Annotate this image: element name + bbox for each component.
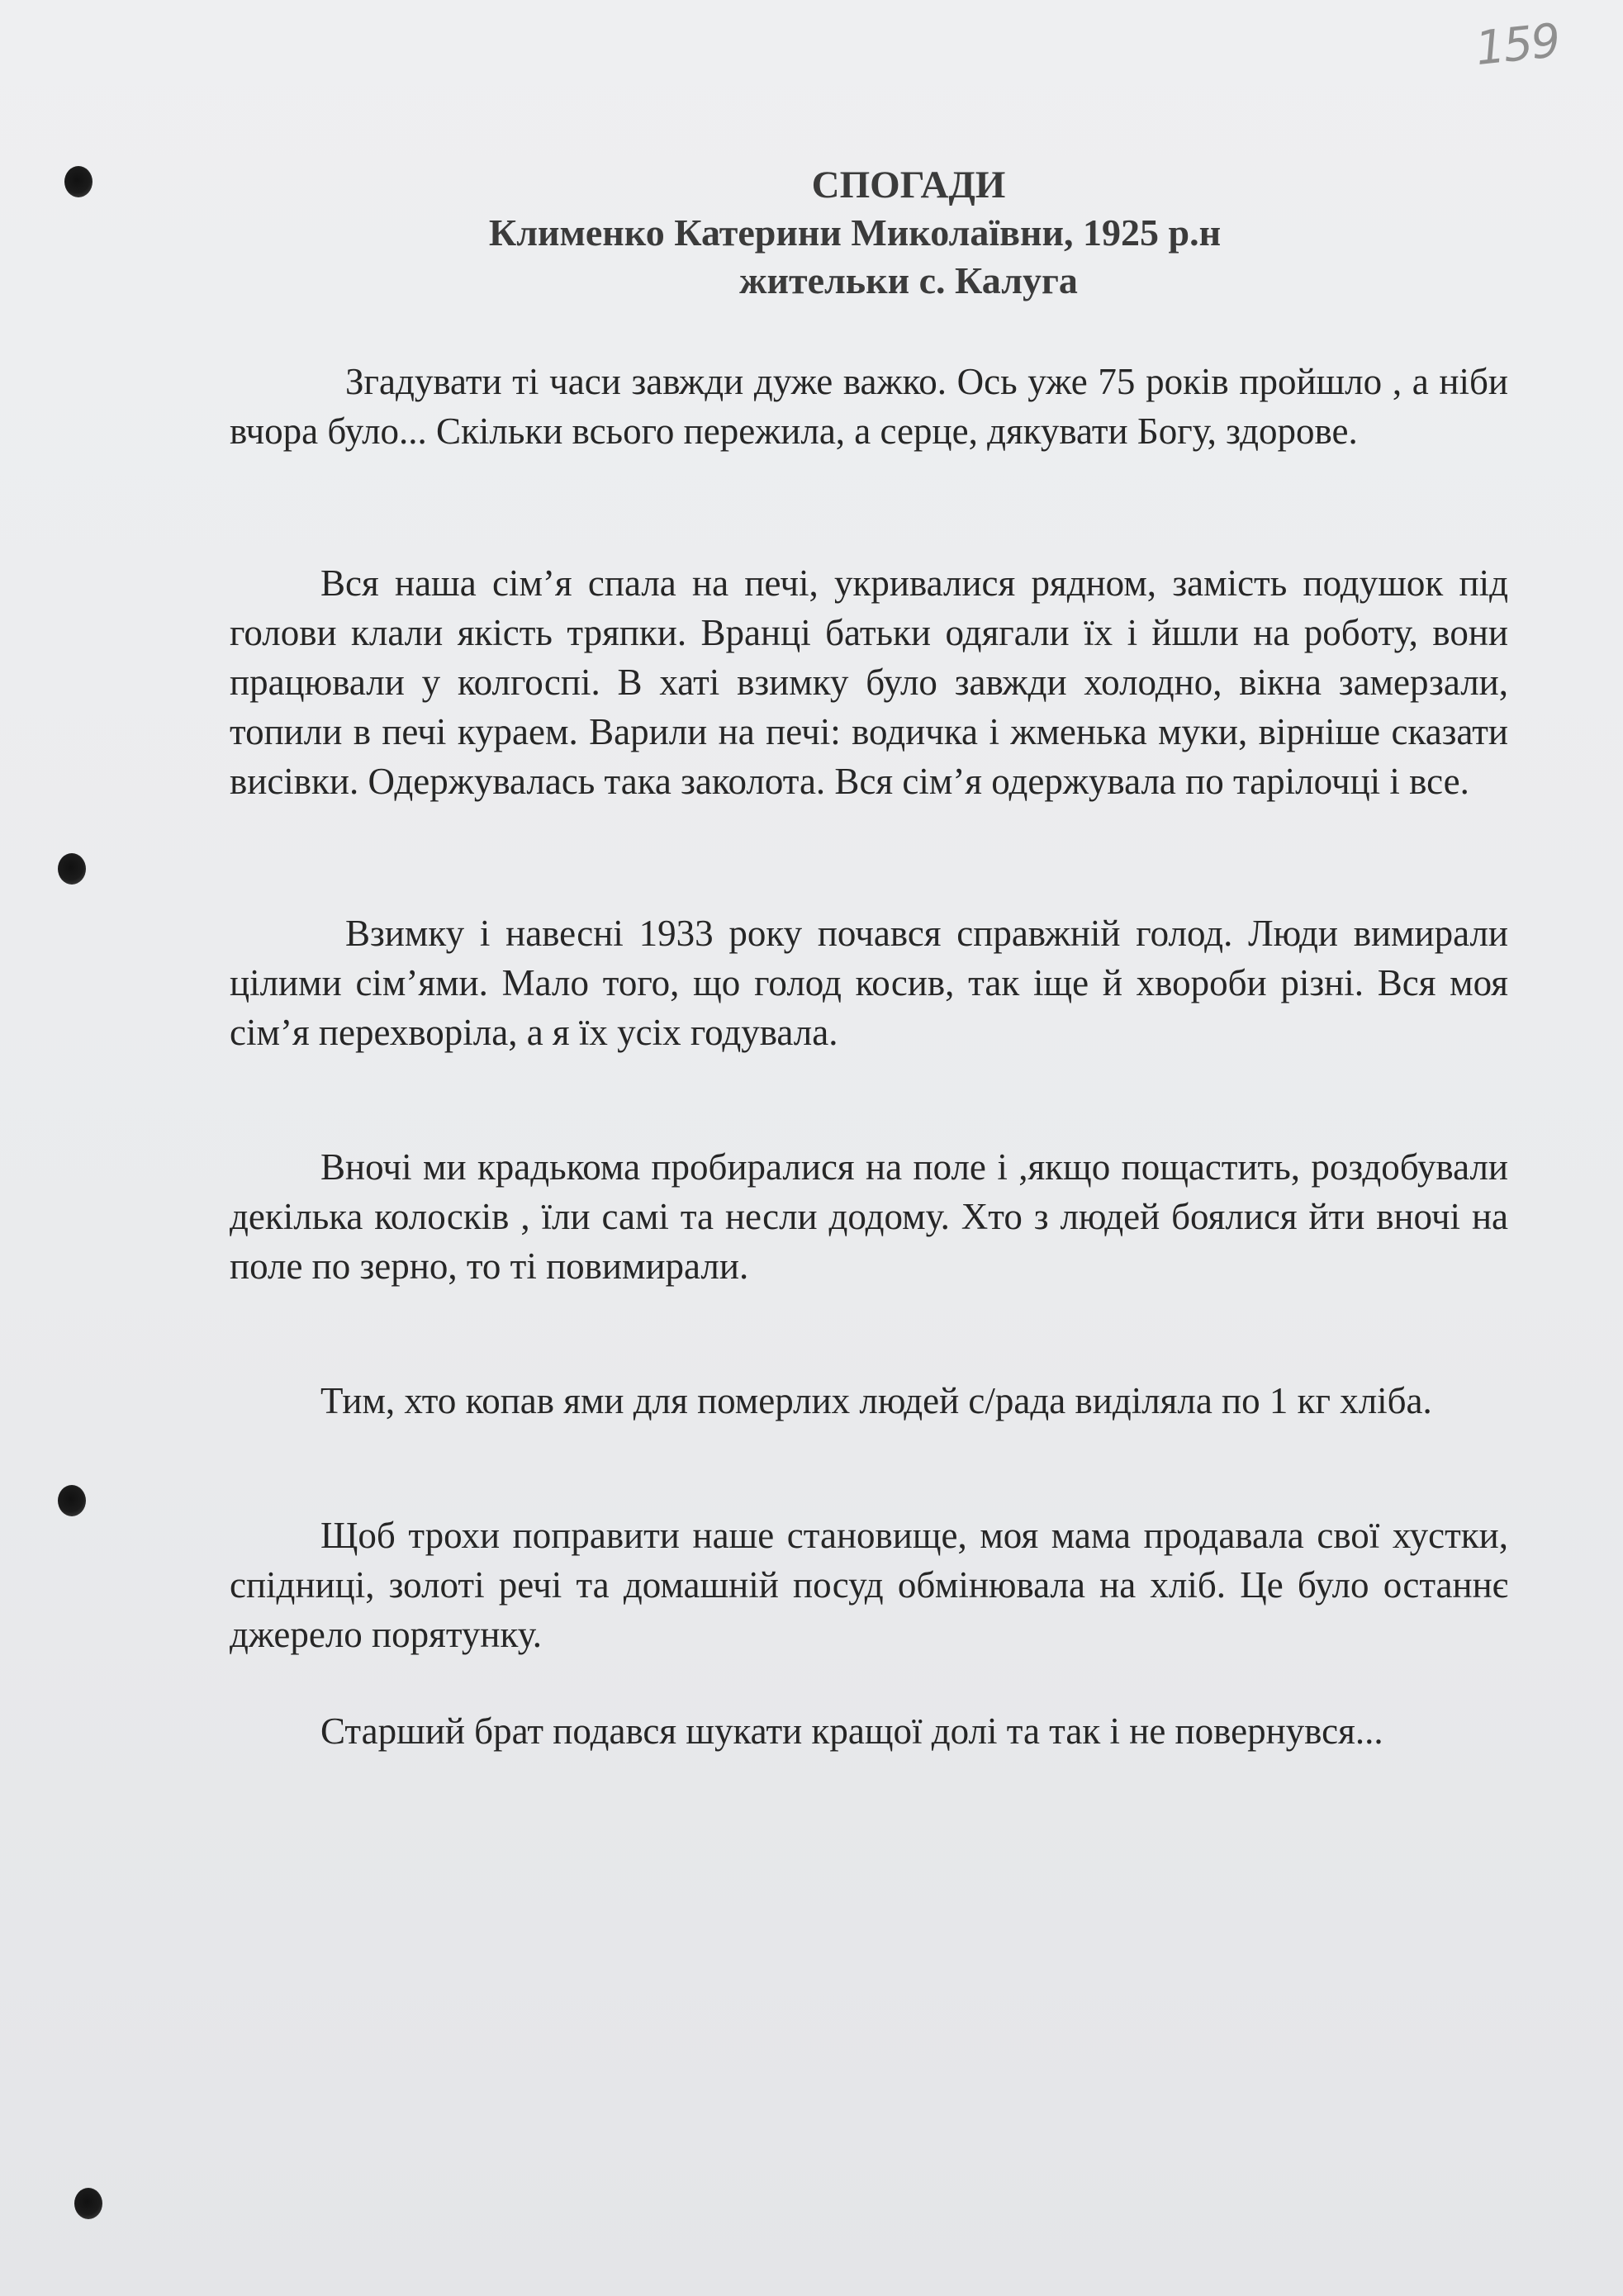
paragraph: Щоб трохи поправити наше становище, моя мама продавала свої хустки, спідниці, золоті речі та домашній посуд обмінювала на хліб. Це було останнє джерело порятунку. <box>230 1515 1508 1655</box>
punch-hole <box>58 1485 86 1516</box>
punch-hole <box>74 2188 102 2219</box>
archive-page-number: 159 <box>1473 13 1562 77</box>
paragraph: Тим, хто копав ями для померлих людей с/рада виділяла по 1 кг хліба. <box>320 1380 1432 1421</box>
document-body <box>230 357 1508 1756</box>
paragraph: Вся наша сім’я спала на печі, укривалися рядном, замість подушок під голови клали якість тряпки. Вранці батьки одягали їх і йшли на роботу, вони працювали у колгоспі. В хаті взимку було завжди холодно, вікна замерзали, топили в печі кураем. Варили на печі: водичка і жменька муки, вірніше сказати висівки. Одержувалась така заколота. Вся сім’я одержувала по тарілочці і все. <box>230 562 1508 802</box>
author-name: Клименко Катерини Миколаївни, 1925 р.н <box>488 211 1222 254</box>
paragraph: Згадувати ті часи завжди дуже важко. Ось уже 75 років пройшло , а ніби вчора було... Скільки всього пережила, а серце, дякувати Богу, здорове. <box>230 361 1508 452</box>
document-title: СПОГАДИ <box>811 164 1006 206</box>
document-header <box>231 161 1619 305</box>
punch-hole <box>58 853 86 885</box>
author-residence: жительки с. Калуга <box>739 259 1078 301</box>
paragraph: Вночі ми крадькома пробиралися на поле і ,якщо пощастить, роздобували декілька колосків , їли самі та несли додому. Хто з людей боялися йти вночі на поле по зерно, то ті повимирали. <box>230 1146 1508 1287</box>
paragraph: Старший брат подався шукати кращої долі та так і не повернувся... <box>320 1710 1383 1752</box>
paragraph: Взимку і навесні 1933 року почався справжній голод. Люди вимирали цілими сім’ями. Мало того, що голод косив, так іще й хвороби різні. Вся моя сім’я перехворіла, а я їх усіх годувала. <box>230 913 1508 1053</box>
punch-hole <box>64 166 93 197</box>
